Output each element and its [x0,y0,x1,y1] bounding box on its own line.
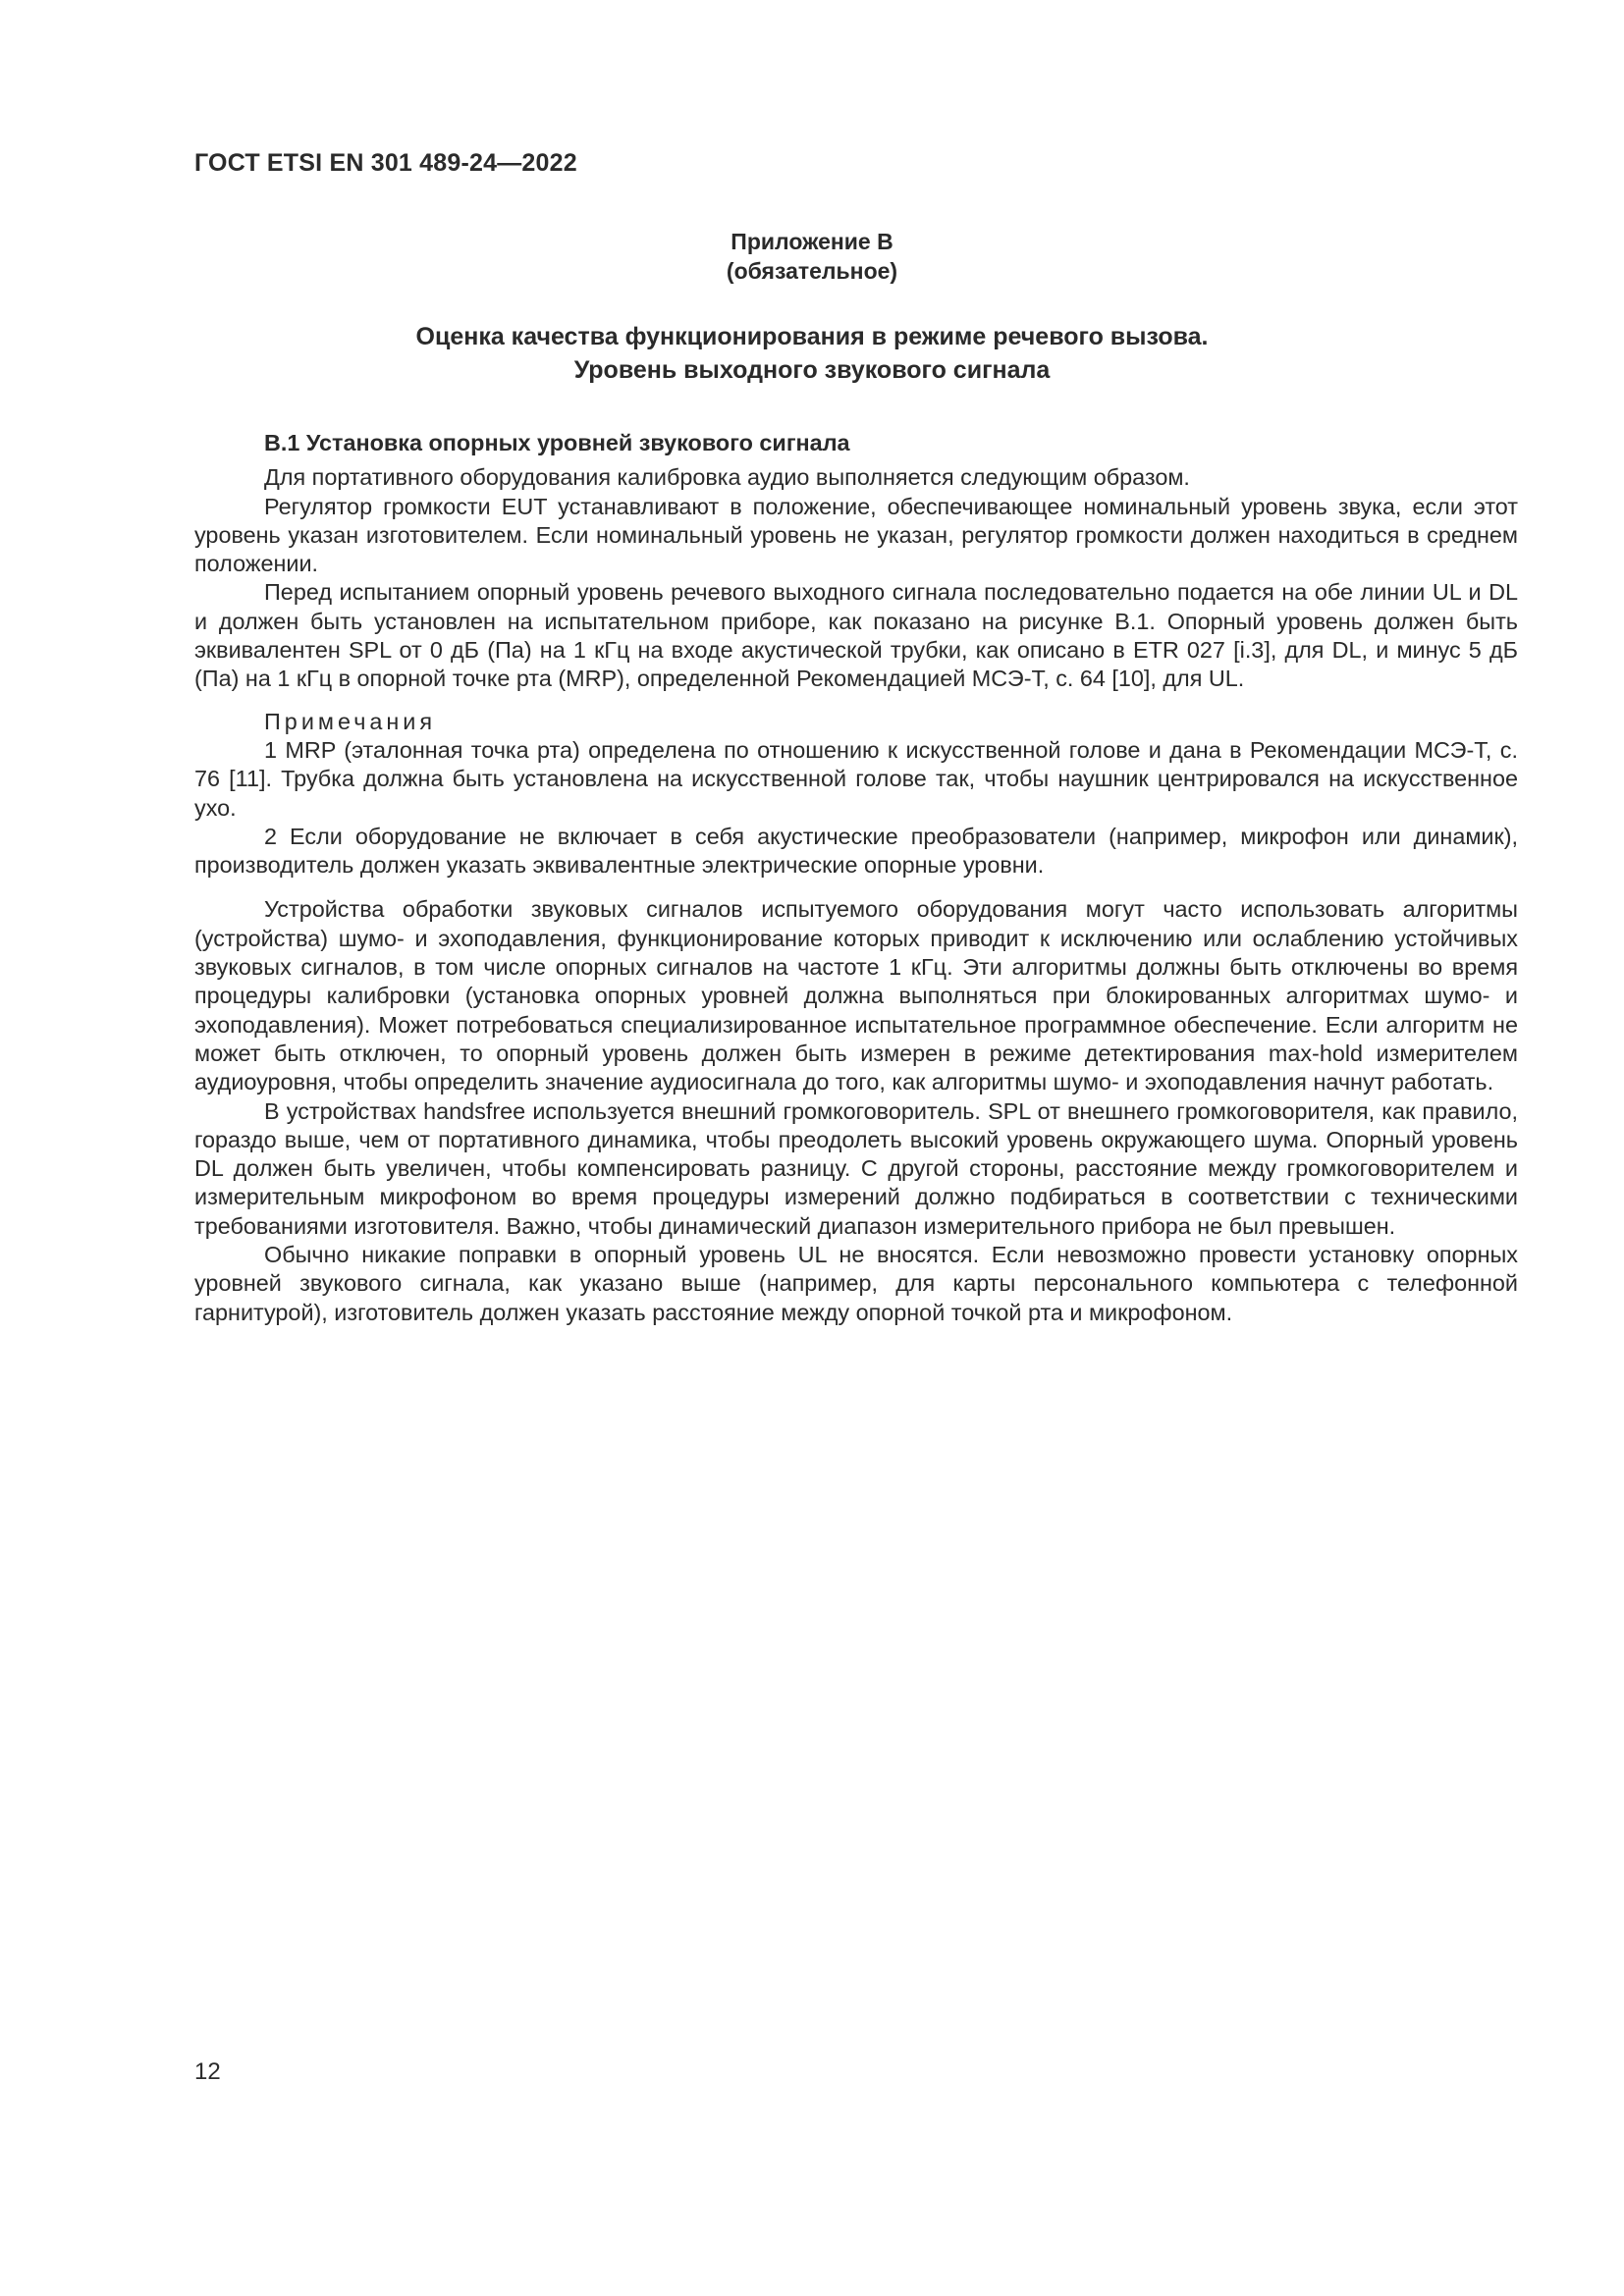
document-code: ГОСТ ETSI EN 301 489-24—2022 [194,149,577,177]
notes-block [194,708,1518,881]
section-heading: B.1 Установка опорных уровней звукового сигнала [264,430,850,455]
paragraph: Регулятор громкости EUT устанавливают в положение, обеспечивающее номинальный уровень звука, если этот уровень указан изготовителем. Если номинальный уровень не указан, регулятор громкости должен находиться в среднем положении. [194,493,1518,577]
title-line-2: Уровень выходного звукового сигнала [573,356,1051,384]
paragraph: В устройствах handsfree используется внешний громкоговоритель. SPL от внешнего громкоговорителя, как правило, гораздо выше, чем от портативного динамика, чтобы преодолеть высокий уровень окружающего шума. Опорный уровень DL должен быть увеличен, чтобы компенсировать разницу. С другой стороны, расстояние между громкоговорителем и измерительным микрофоном во время процедуры измерений должно подбираться в соответствии с техническими требованиями изготовителя. Важно, чтобы динамический диапазон измерительного прибора не был превышен. [194,1097,1518,1239]
appendix-title [0,320,1624,387]
page-number: 12 [194,2058,221,2085]
appendix-status: (обязательное) [726,258,898,284]
appendix-heading [0,227,1624,286]
notes-label: Примечания [264,708,437,734]
note-item: 2 Если оборудование не включает в себя акустические преобразователи (например, микрофон или динамик), производитель должен указать эквивалентные электрические опорные уровни. [194,823,1518,879]
title-line-1: Оценка качества функционирования в режиме речевого вызова. [415,323,1209,350]
paragraph: Перед испытанием опорный уровень речевого выходного сигнала последовательно подается на обе линии UL и DL и должен быть установлен на испытательном приборе, как показано на рисунке B.1. Опорный уровень должен быть эквивалентен SPL от 0 дБ (Па) на 1 кГц на входе акустической трубки, как описано в ETR 027 [i.3], для DL, и минус 5 дБ (Па) на 1 кГц в опорной точке рта (MRP), определенной Рекомендацией МСЭ-Т, с. 64 [10], для UL. [194,579,1518,692]
paragraph: Обычно никакие поправки в опорный уровень UL не вносятся. Если невозможно провести установку опорных уровней звукового сигнала, как указано выше (например, для карты персонального компьютера с телефонной гарнитурой), изготовитель должен указать расстояние между опорной точкой рта и микрофоном. [194,1242,1518,1325]
paragraph: Для портативного оборудования калибровка аудио выполняется следующим образом. [264,464,1190,491]
paragraph: Устройства обработки звуковых сигналов испытуемого оборудования могут часто использовать алгоритмы (устройства) шумо- и эхоподавления, функционирование которых приводит к исключению или ослаблению устойчивых звуковых сигналов, в том числе опорных сигналов на частоте 1 кГц. Эти алгоритмы должны быть отключены во время процедуры калибровки (установка опорных уровней должна выполняться при блокированных алгоритмах шумо- и эхоподавления). Может потребоваться специализированное испытательное программное обеспечение. Если алгоритм не может быть отключен, то опорный уровень должен быть измерен в режиме детектирования max-hold измерителем аудиоуровня, чтобы определить значение аудиосигнала до того, как алгоритмы шумо- и эхоподавления начнут работать. [194,896,1518,1095]
note-item: 1 MRP (эталонная точка рта) определена по отношению к искусственной голове и дана в Рекомендации МСЭ-Т, с. 76 [11]. Трубка должна быть установлена на искусственной голове так, чтобы наушник центрировался на искусственное ухо. [194,736,1518,821]
paragraph-group [194,895,1518,1326]
section-body [194,429,1518,1327]
appendix-label: Приложение B [731,229,893,254]
